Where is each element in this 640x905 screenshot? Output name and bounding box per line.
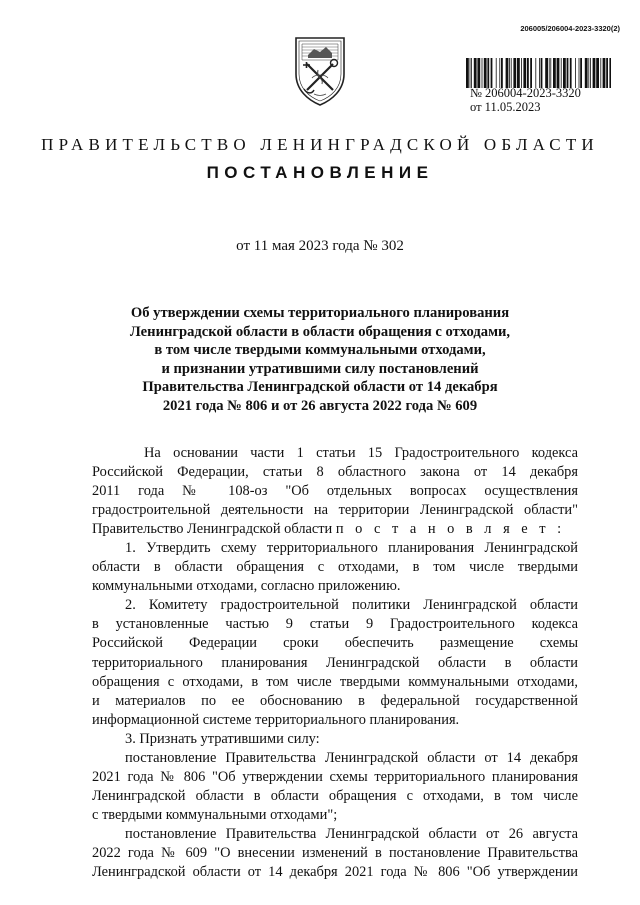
barcode-bar: [606, 58, 608, 88]
body-line: коммунальными отходами, согласно приложению.: [92, 578, 401, 595]
body-line: [92, 520, 578, 539]
title-line: Об утверждении схемы территориального планирования: [130, 305, 510, 321]
barcode-bar: [511, 58, 512, 88]
barcode-bar: [550, 58, 551, 88]
body-line: и материалов по ее обоснованию в федеральной государственной: [92, 692, 578, 709]
body-line: постановление Правительства Ленинградской области от 14 декабря: [125, 749, 578, 766]
barcode-bar: [527, 58, 529, 88]
body-line: 3. Признать утратившими силу:: [125, 730, 320, 747]
barcode-bar: [600, 58, 601, 88]
barcode-bar: [593, 58, 596, 88]
barcode-bar: [585, 58, 588, 88]
barcode-bar: [567, 58, 569, 88]
registration-block: [470, 86, 581, 114]
barcode-bar: [509, 58, 510, 88]
body-line: Ленинградской области от 14 декабря 2021 года № 806 "Об утверждении: [92, 864, 578, 881]
barcode-bar: [470, 58, 471, 88]
body-line: градостроительной деятельности на территории Ленинградской области": [92, 502, 578, 519]
registration-number: № 206004-2023-3320: [470, 86, 581, 100]
title-line: и признании утратившими силу постановлений: [161, 360, 479, 377]
barcode-bar: [557, 58, 560, 88]
barcode-bar: [521, 58, 522, 88]
coat-of-arms-icon: [290, 34, 350, 108]
government-name: ПРАВИТЕЛЬСТВО ЛЕНИНГРАДСКОЙ ОБЛАСТИ: [41, 135, 599, 154]
barcode-bar: [603, 58, 606, 88]
body-line: области в области обращения с отходами, в том числе твердыми: [92, 559, 578, 576]
barcode-bar: [466, 58, 469, 88]
barcode-bar: [609, 58, 611, 88]
decree-date-number: от 11 мая 2023 года № 302: [236, 238, 404, 254]
body-line: 2021 года № 806 "Об утверждении схемы территориального планирования: [92, 768, 578, 785]
body-line: информационной системе территориального планирования.: [92, 711, 460, 728]
body-line: обращения с отходами, в том числе твердыми коммунальными отходами,: [92, 673, 578, 690]
barcode-bar: [539, 58, 540, 88]
title-line: в том числе твердыми коммунальными отходами,: [154, 342, 486, 359]
barcode-bar: [499, 58, 500, 88]
barcode-bar: [474, 58, 477, 88]
barcode-bar: [541, 58, 543, 88]
barcode-bar: [491, 58, 493, 88]
body-line: 2011 года № 108-оз "Об отдельных вопросах осуществления: [92, 483, 578, 500]
body-line: территориального планирования Ленинградской области в области: [92, 654, 578, 671]
barcode: [465, 58, 613, 88]
body-line: с твердыми коммунальными отходами";: [92, 806, 338, 823]
barcode-bar: [575, 58, 576, 88]
body-line: 2. Комитету градостроительной политики Ленинградской области: [125, 597, 578, 614]
title-line: Ленинградской области в области обращения с отходами,: [129, 323, 511, 340]
barcode-bar: [471, 58, 472, 88]
decree-body: [92, 444, 578, 882]
barcode-bar: [487, 58, 489, 88]
body-line: постановление Правительства Ленинградской области от 26 августа: [125, 825, 578, 842]
barcode-bar: [580, 58, 582, 88]
barcode-bar: [517, 58, 520, 88]
title-line: Правительства Ленинградской области от 14 декабря: [142, 379, 498, 396]
barcode-bar: [588, 58, 589, 88]
barcode-bar: [484, 58, 487, 88]
barcode-bar: [579, 58, 580, 88]
barcode-bar: [501, 58, 503, 88]
decree-title: [110, 304, 530, 416]
barcode-bar: [590, 58, 591, 88]
document-type: ПОСТАНОВЛЕНИЕ: [206, 163, 434, 182]
barcode-bar: [545, 58, 548, 88]
body-line: 1. Утвердить схему территориального планирования Ленинградской: [125, 540, 578, 557]
barcode-bar: [553, 58, 556, 88]
barcode-bar: [482, 58, 483, 88]
body-line-text: Правительство Ленинградской области: [92, 521, 333, 538]
barcode-bar: [596, 58, 599, 88]
barcode-bar: [523, 58, 526, 88]
barcode-bar: [570, 58, 572, 88]
body-line: 2022 года № 609 "О внесении изменений в постановление Правительства: [92, 844, 578, 861]
body-line: На основании части 1 статьи 15 Градостроительного кодекса: [144, 445, 578, 461]
body-line: Ленинградской области в области обращения с отходами, в том числе: [92, 787, 578, 804]
document-top-code: 206005/206004-2023-3320(2): [520, 24, 620, 33]
resolves-word: п о с т а н о в л я е т :: [335, 521, 566, 538]
barcode-bar: [563, 58, 566, 88]
barcode-bar: [496, 58, 497, 88]
body-line: Российской Федерации, статьи 8 областного закона от 14 декабря: [92, 464, 578, 481]
barcode-bar: [530, 58, 532, 88]
barcode-bar: [535, 58, 536, 88]
barcode-bar: [506, 58, 509, 88]
registration-date: от 11.05.2023: [470, 100, 541, 114]
barcode-bar: [561, 58, 562, 88]
barcode-bar: [513, 58, 516, 88]
title-line: 2021 года № 806 и от 26 августа 2022 года № 609: [162, 397, 478, 414]
body-line: Российской Федерации сроки обеспечить размещение схемы: [92, 635, 578, 652]
barcode-bar: [549, 58, 550, 88]
body-line: в установленные частью 9 статьи 9 Градостроительного кодекса: [92, 616, 578, 633]
barcode-bar: [477, 58, 480, 88]
